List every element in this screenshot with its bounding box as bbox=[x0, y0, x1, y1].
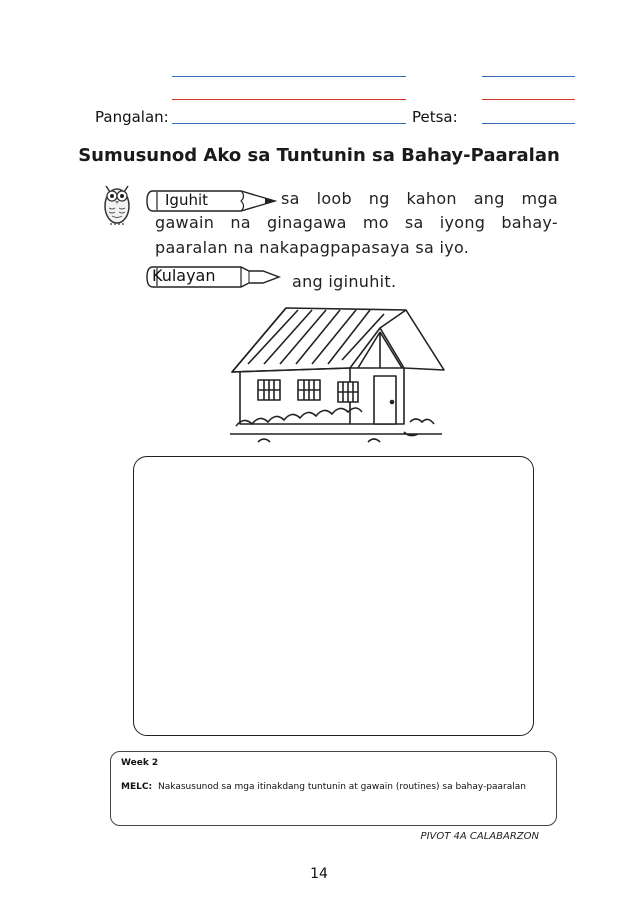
melc-label: MELC: bbox=[121, 782, 153, 792]
date-label: Petsa: bbox=[412, 108, 458, 126]
pencil-iguhit-label: Iguhit bbox=[165, 191, 209, 209]
name-line-middle bbox=[172, 99, 406, 100]
owl-icon bbox=[100, 180, 134, 226]
melc-text: Nakasusunod sa mga itinakdang tuntunin at gawain (routines) sa bahay-paaralan bbox=[158, 782, 526, 792]
name-line-bottom[interactable] bbox=[172, 123, 406, 124]
page-number: 14 bbox=[310, 866, 328, 882]
melc-box bbox=[110, 751, 557, 826]
date-line-middle bbox=[482, 99, 575, 100]
instruction-line-1: sa loob ng kahon ang mga bbox=[281, 189, 558, 208]
melc-statement bbox=[121, 782, 526, 792]
source-label: PIVOT 4A CALABARZON bbox=[420, 831, 539, 842]
name-line-top bbox=[172, 76, 406, 77]
page-title: Sumusunod Ako sa Tuntunin sa Bahay-Paaralan bbox=[78, 145, 560, 166]
date-line-top bbox=[482, 76, 575, 77]
date-line-bottom[interactable] bbox=[482, 123, 575, 124]
week-label: Week 2 bbox=[121, 758, 159, 768]
name-label: Pangalan: bbox=[95, 108, 169, 126]
instruction-line-2: gawain na ginagawa mo sa iyong bahay- bbox=[155, 213, 558, 232]
drawing-area[interactable] bbox=[133, 456, 534, 736]
instruction-line-3: paaralan na nakapagpapasaya sa iyo. bbox=[155, 238, 470, 257]
crayon-kulayan-label: Kulayan bbox=[152, 266, 216, 285]
instruction-line-4: ang iginuhit. bbox=[292, 272, 397, 291]
house-illustration bbox=[228, 302, 446, 452]
